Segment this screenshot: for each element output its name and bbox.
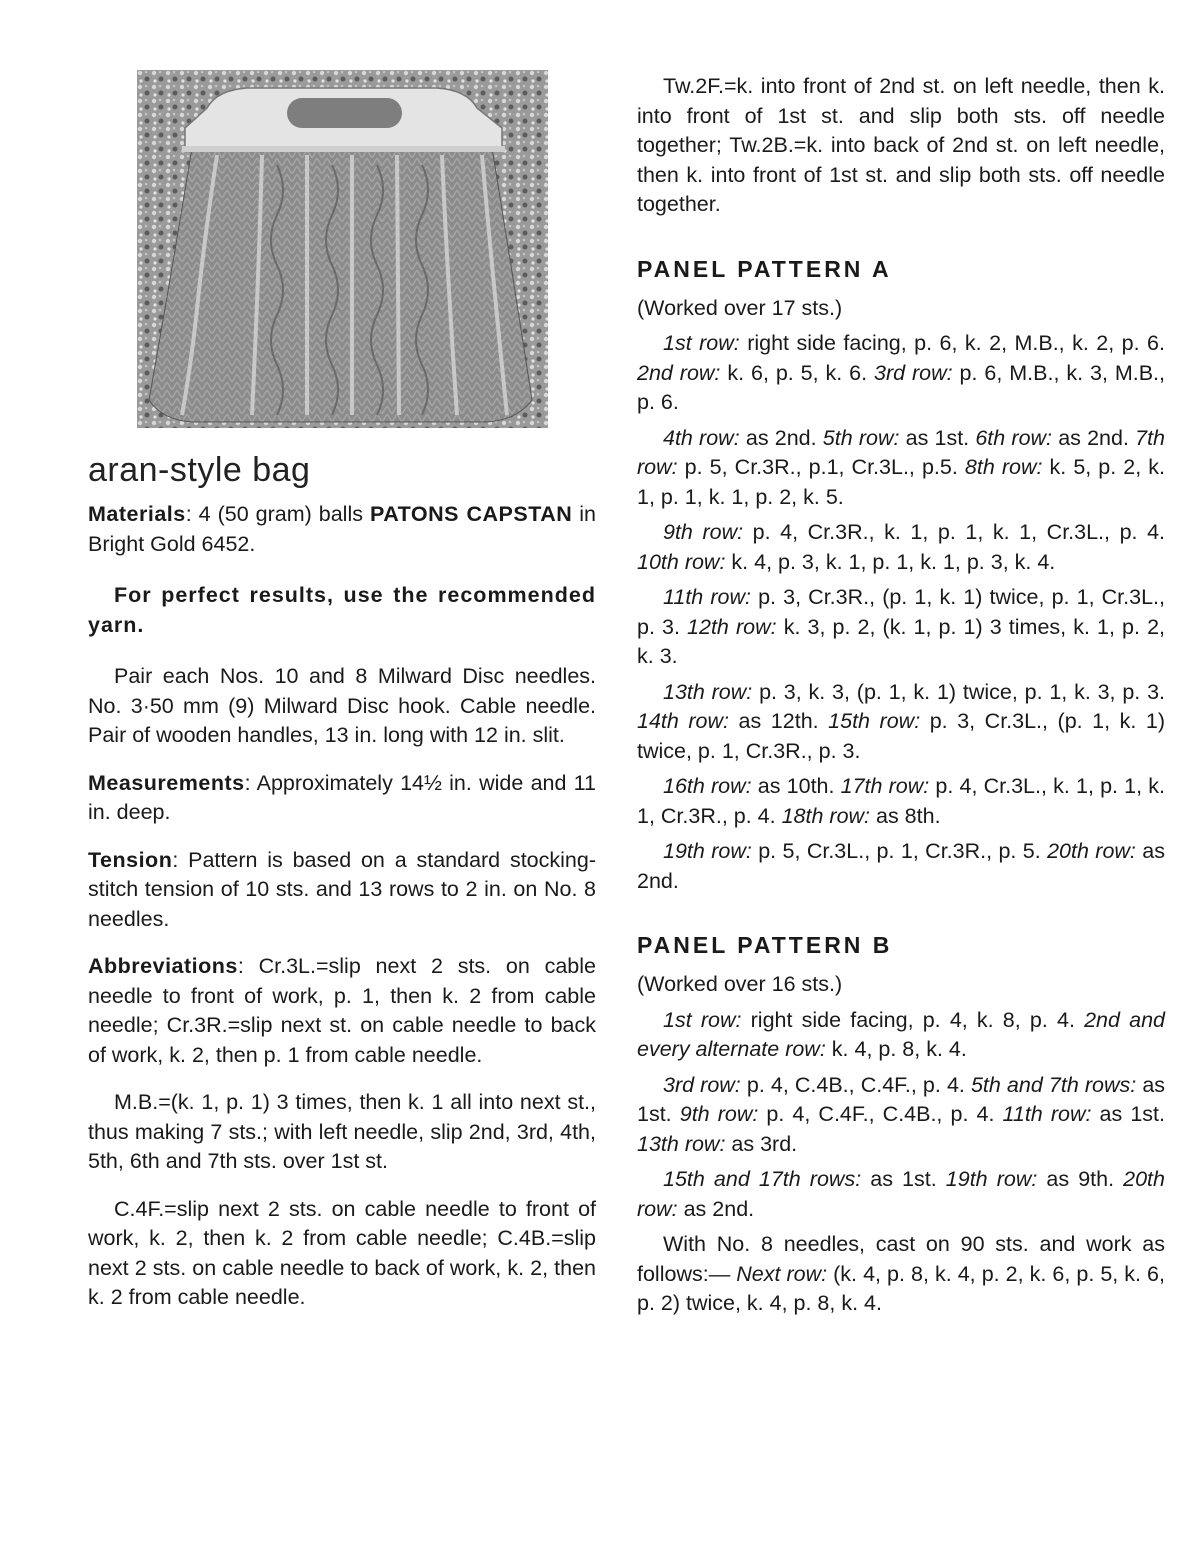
- row-text: p. 4, C.4B., C.4F., p. 4.: [740, 1072, 971, 1097]
- row-label: 17th row:: [840, 774, 930, 798]
- panel-a-rows-19-20: [637, 837, 1165, 896]
- row-text: p. 3, Cr.3L., (p. 1, k. 1) twice, p. 1, Cr.3R., p. 3.: [637, 709, 1166, 763]
- panel-b-heading: PANEL PATTERN B: [637, 932, 893, 958]
- row-label: 18th row:: [781, 803, 871, 828]
- row-text: k. 6, p. 5, k. 6.: [720, 360, 875, 385]
- row-label: 4th row:: [663, 425, 740, 450]
- row-label: 13th row:: [663, 679, 753, 704]
- row-text: p. 3, Cr.3R., (p. 1, k. 1) twice, p. 1, Cr.3L., p. 3.: [637, 585, 1165, 639]
- needles-paragraph: Pair each Nos. 10 and 8 Milward Disc needles. No. 3·50 mm (9) Milward Disc hook. Cable needle. Pair of wooden handles, 13 in. long with 12 in. slit.: [88, 664, 596, 747]
- row-label: 3rd row:: [663, 1072, 741, 1097]
- tension-label: Tension: [88, 847, 173, 872]
- row-label: 15th row:: [828, 709, 921, 733]
- row-label: 9th row:: [679, 1102, 759, 1126]
- panel-b-rows-1-2: [637, 1006, 1165, 1065]
- panel-a-rows-9-10: [637, 518, 1165, 577]
- row-text: as 12th.: [729, 709, 829, 733]
- mb-paragraph: M.B.=(k. 1, p. 1) 3 times, then k. 1 all into next st., thus making 7 sts.; with left needle, slip 2nd, 3rd, 4th, 5th, 6th and 7th sts. over 1st st.: [88, 1090, 596, 1173]
- panel-b-note: (Worked over 16 sts.): [637, 972, 843, 996]
- row-label: 13th row:: [637, 1131, 726, 1156]
- row-text: as 2nd.: [637, 839, 1165, 893]
- row-label: 5th row:: [822, 425, 900, 450]
- row-label: 20th row:: [637, 1167, 1165, 1221]
- panel-b-rows-15-20: [637, 1165, 1165, 1224]
- row-label: Next row:: [736, 1261, 828, 1286]
- row-label: 14th row:: [637, 709, 730, 733]
- row-label: 7th row:: [637, 425, 1165, 479]
- row-text: p. 5, Cr.3R., p.1, Cr.3L., p.5.: [677, 455, 965, 479]
- row-text: p. 4, Cr.3L., k. 1, p. 1, k. 1, Cr.3R., p. 4.: [637, 774, 1165, 828]
- row-text: as 9th.: [1037, 1167, 1124, 1191]
- row-label: 20th row:: [1047, 839, 1136, 863]
- row-text: as 2nd.: [739, 425, 823, 450]
- row-text: as 10th.: [751, 774, 841, 798]
- row-text: p. 6, M.B., k. 3, M.B., p. 6.: [637, 360, 1166, 414]
- panel-a-note: (Worked over 17 sts.): [637, 295, 843, 320]
- materials-text-1: : 4 (50 gram) balls: [185, 502, 370, 526]
- recommend-paragraph: For perfect results, use the recommended yarn.: [88, 583, 596, 637]
- row-text: as 8th.: [870, 803, 941, 828]
- cast-on-text: With No. 8 needles, cast on 90 sts. and work as follows:—: [637, 1232, 1165, 1286]
- panel-a-rows-1-3: [637, 329, 1165, 418]
- row-label: 3rd row:: [874, 360, 953, 385]
- row-label: 11th row:: [1002, 1102, 1092, 1126]
- row-text: k. 5, p. 2, k. 1, p. 1, k. 1, p. 2, k. 5.: [637, 455, 1166, 509]
- twist-paragraph: Tw.2F.=k. into front of 2nd st. on left needle, then k. into front of 1st st. and slip both sts. off needle together; Tw.2B.=k. into back of 2nd st. on left needle, then k. into front of 1st st. and slip both sts. off needle together.: [637, 74, 1165, 216]
- row-text: as 1st.: [899, 425, 976, 450]
- row-text: right side facing, p. 6, k. 2, M.B., k. 2, p. 6.: [739, 331, 1165, 355]
- row-label: 19th row:: [663, 839, 752, 863]
- tension-paragraph: [88, 846, 596, 935]
- panel-a-rows-4-8: [637, 424, 1165, 513]
- row-text: as 1st.: [861, 1167, 946, 1191]
- materials-text-2: in Bright Gold 6452.: [88, 502, 596, 556]
- row-label: 11th row:: [663, 585, 751, 609]
- row-label: 5th and 7th rows:: [970, 1072, 1137, 1097]
- panel-a-heading: PANEL PATTERN A: [637, 255, 892, 282]
- row-label: 12th row:: [687, 614, 777, 639]
- row-text: k. 4, p. 3, k. 1, p. 1, k. 1, p. 3, k. 4.: [725, 549, 1056, 574]
- row-text: right side facing, p. 4, k. 8, p. 4.: [741, 1007, 1085, 1032]
- abbreviations-text: : Cr.3L.=slip next 2 sts. on cable needle to front of work, p. 1, then k. 2 from cable needle; Cr.3R.=slip next st. on cable needle to back of work, k. 2, then p. 1 from cable needle.: [88, 954, 596, 1067]
- materials-paragraph: [88, 500, 596, 559]
- row-text: as 2nd.: [677, 1196, 755, 1221]
- panel-a-rows-16-18: [637, 772, 1165, 831]
- abbreviations-label: Abbreviations: [88, 954, 238, 978]
- c4f-paragraph: C.4F.=slip next 2 sts. on cable needle to front of work, k. 2, then k. 2 from cable needle; C.4B.=slip next 2 sts. on cable needle to back of work, k. 2, then k. 2 from cable needle.: [88, 1196, 596, 1309]
- row-text: as 1st.: [637, 1072, 1166, 1126]
- measurements-paragraph: [88, 769, 596, 828]
- row-text: p. 4, Cr.3R., k. 1, p. 1, k. 1, Cr.3L., p. 4.: [743, 520, 1166, 544]
- row-label: 8th row:: [964, 455, 1043, 479]
- row-text: as 1st.: [1091, 1102, 1165, 1126]
- right-column: [637, 72, 1165, 1319]
- row-label: 1st row:: [663, 1007, 742, 1032]
- measurements-text: : Approximately 14½ in. wide and 11 in. deep.: [88, 770, 596, 824]
- row-text: k. 4, p. 8, k. 4.: [825, 1037, 967, 1061]
- row-label: 1st row:: [663, 331, 740, 355]
- panel-a-rows-11-12: [637, 583, 1165, 672]
- page-title: aran-style bag: [88, 451, 311, 489]
- cast-on-text: (k. 4, p. 8, k. 4, p. 2, k. 6, p. 5, k. 6, p. 2) twice, k. 4, p. 8, k. 4.: [637, 1261, 1165, 1315]
- row-text: k. 3, p. 2, (k. 1, p. 1) 3 times, k. 1, p. 2, k. 3.: [637, 614, 1166, 668]
- measurements-label: Measurements: [88, 770, 245, 795]
- row-text: p. 3, k. 3, (p. 1, k. 1) twice, p. 1, k. 3, p. 3.: [752, 679, 1165, 704]
- cast-on-paragraph: [637, 1230, 1165, 1319]
- abbreviations-paragraph: [88, 952, 596, 1070]
- left-column: [88, 450, 596, 1313]
- row-label: 9th row:: [663, 520, 744, 544]
- row-text: as 3rd.: [725, 1131, 798, 1156]
- materials-brand: PATONS CAPSTAN: [369, 502, 573, 526]
- row-text: p. 4, C.4F., C.4B., p. 4.: [758, 1102, 1003, 1126]
- row-label: 6th row:: [975, 425, 1053, 450]
- panel-a-rows-13-15: [637, 678, 1165, 767]
- row-text: as 2nd.: [1052, 425, 1136, 450]
- row-label: 2nd row:: [637, 360, 721, 385]
- row-label: 2nd and every alternate row:: [637, 1007, 1165, 1061]
- tension-text: : Pattern is based on a standard stocking-stitch tension of 10 sts. and 13 rows to 2 in. on No. 8 needles.: [88, 847, 596, 931]
- row-label: 16th row:: [663, 774, 752, 798]
- row-label: 15th and 17th rows:: [663, 1167, 862, 1191]
- materials-label: Materials: [88, 502, 186, 526]
- row-label: 19th row:: [945, 1167, 1038, 1191]
- row-text: p. 5, Cr.3L., p. 1, Cr.3R., p. 5.: [751, 839, 1048, 863]
- bag-illustration: [137, 70, 548, 428]
- bag-photo: [137, 70, 548, 428]
- panel-b-rows-3-13: [637, 1071, 1165, 1160]
- row-label: 10th row:: [637, 549, 726, 574]
